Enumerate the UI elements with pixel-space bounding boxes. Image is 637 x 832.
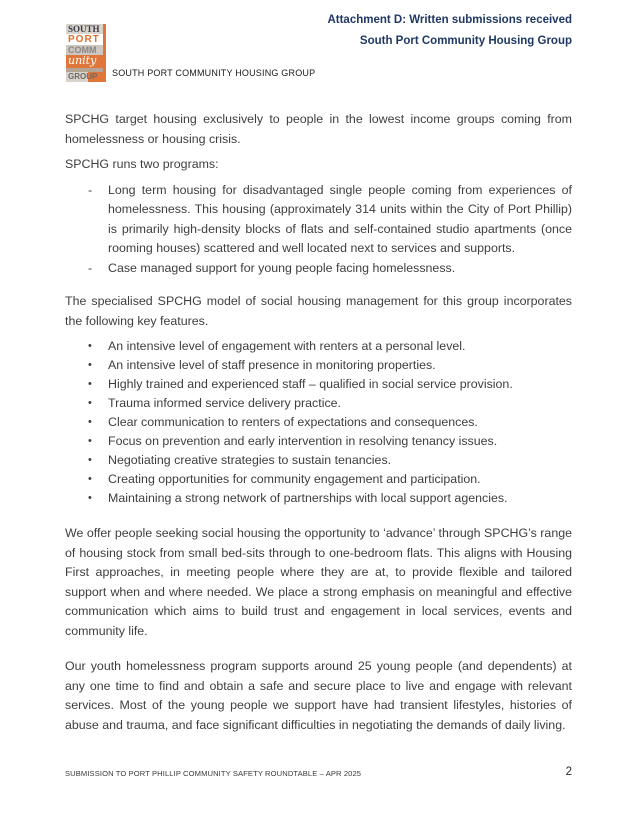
list-item — [65, 413, 572, 432]
list-item-text: Clear communication to renters of expectations and consequences. — [108, 415, 478, 429]
logo-caption: SOUTH PORT COMMUNITY HOUSING GROUP — [112, 68, 316, 78]
logo-row-comm: COMM — [66, 45, 103, 55]
list-item-text: Case managed support for young people facing homelessness. — [108, 260, 456, 275]
bullet-list — [65, 337, 572, 508]
dash-list — [65, 181, 572, 279]
logo-row-unity: unity — [66, 55, 103, 68]
bullet-marker: • — [88, 473, 92, 485]
spchg-logo — [66, 24, 106, 82]
attachment-title: Attachment D: Written submissions received — [327, 14, 572, 26]
bullet-marker: • — [88, 397, 92, 409]
list-item — [65, 337, 572, 356]
list-item-text: Negotiating creative strategies to sustain tenancies. — [108, 453, 392, 467]
footer-document-title: SUBMISSION TO PORT PHILLIP COMMUNITY SAFETY ROUNDTABLE – APR 2025 — [65, 769, 362, 778]
list-item — [65, 470, 572, 489]
dash-marker: - — [88, 182, 93, 197]
bullet-marker: • — [88, 492, 92, 504]
list-item-text: Maintaining a strong network of partnerships with local support agencies. — [108, 491, 508, 505]
organisation-name: South Port Community Housing Group — [359, 35, 572, 47]
list-item-text: An intensive level of engagement with renters at a personal level. — [108, 339, 466, 353]
paragraph-two-programs: SPCHG runs two programs: — [65, 157, 219, 171]
footer-page-number: 2 — [565, 766, 572, 778]
list-item — [65, 259, 572, 279]
list-item-text: Creating opportunities for community engagement and participation. — [108, 472, 481, 486]
bullet-marker: • — [88, 435, 92, 447]
list-item-text: Trauma informed service delivery practice. — [108, 396, 341, 410]
list-item — [65, 375, 572, 394]
logo-row-south: SOUTH — [66, 24, 103, 34]
paragraph-target-housing: SPCHG target housing exclusively to people in the lowest income groups coming from homelessness or housing crisis. — [65, 112, 572, 146]
bullet-marker: • — [88, 416, 92, 428]
logo-row-port: PORT — [66, 34, 103, 45]
dash-marker: - — [88, 260, 93, 275]
bullet-marker: • — [88, 359, 92, 371]
list-item — [65, 356, 572, 375]
bullet-marker: • — [88, 378, 92, 390]
list-item — [65, 181, 572, 259]
list-item-text: Focus on prevention and early intervention in resolving tenancy issues. — [108, 434, 498, 448]
list-item — [65, 489, 572, 508]
list-item — [65, 432, 572, 451]
header-right-block — [327, 10, 572, 52]
paragraph-advance-housing: We offer people seeking social housing the opportunity to ‘advance’ through SPCHG’s range of housing stock from small bed-sits through to one-bedroom flats. This aligns with Housing First approaches, in meeting people where they are at, to provide flexible and tailored support when and where needed. We place a strong emphasis on meaningful and effective communication which aims to build trust and engagement in local services, events and community life. — [65, 526, 572, 638]
paragraph-youth-program: Our youth homelessness program supports around 25 young people (and dependents) at any one time to find and obtain a safe and secure place to live and engage with relevant services. Most of the young people we support have had transient lifestyles, histories of abuse and trauma, and face significant difficulties in negotiating the demands of daily living. — [65, 659, 572, 732]
document-body — [65, 110, 572, 741]
list-item — [65, 394, 572, 413]
bullet-marker: • — [88, 340, 92, 352]
bullet-marker: • — [88, 454, 92, 466]
list-item-text: An intensive level of staff presence in monitoring properties. — [108, 358, 436, 372]
logo-row-group: GROUP — [66, 72, 103, 82]
list-item — [65, 451, 572, 470]
paragraph-key-features-intro: The specialised SPCHG model of social housing management for this group incorporates the following key features. — [65, 294, 572, 328]
list-item-text: Highly trained and experienced staff – qualified in social service provision. — [108, 377, 513, 391]
list-item-text: Long term housing for disadvantaged single people coming from experiences of homelessness. This housing (approximately 314 units within the City of Port Phillip) is primarily high-density blocks of flats and self-contained studio apartments (once rooming houses) scattered and well located next to services and supports. — [108, 182, 572, 255]
